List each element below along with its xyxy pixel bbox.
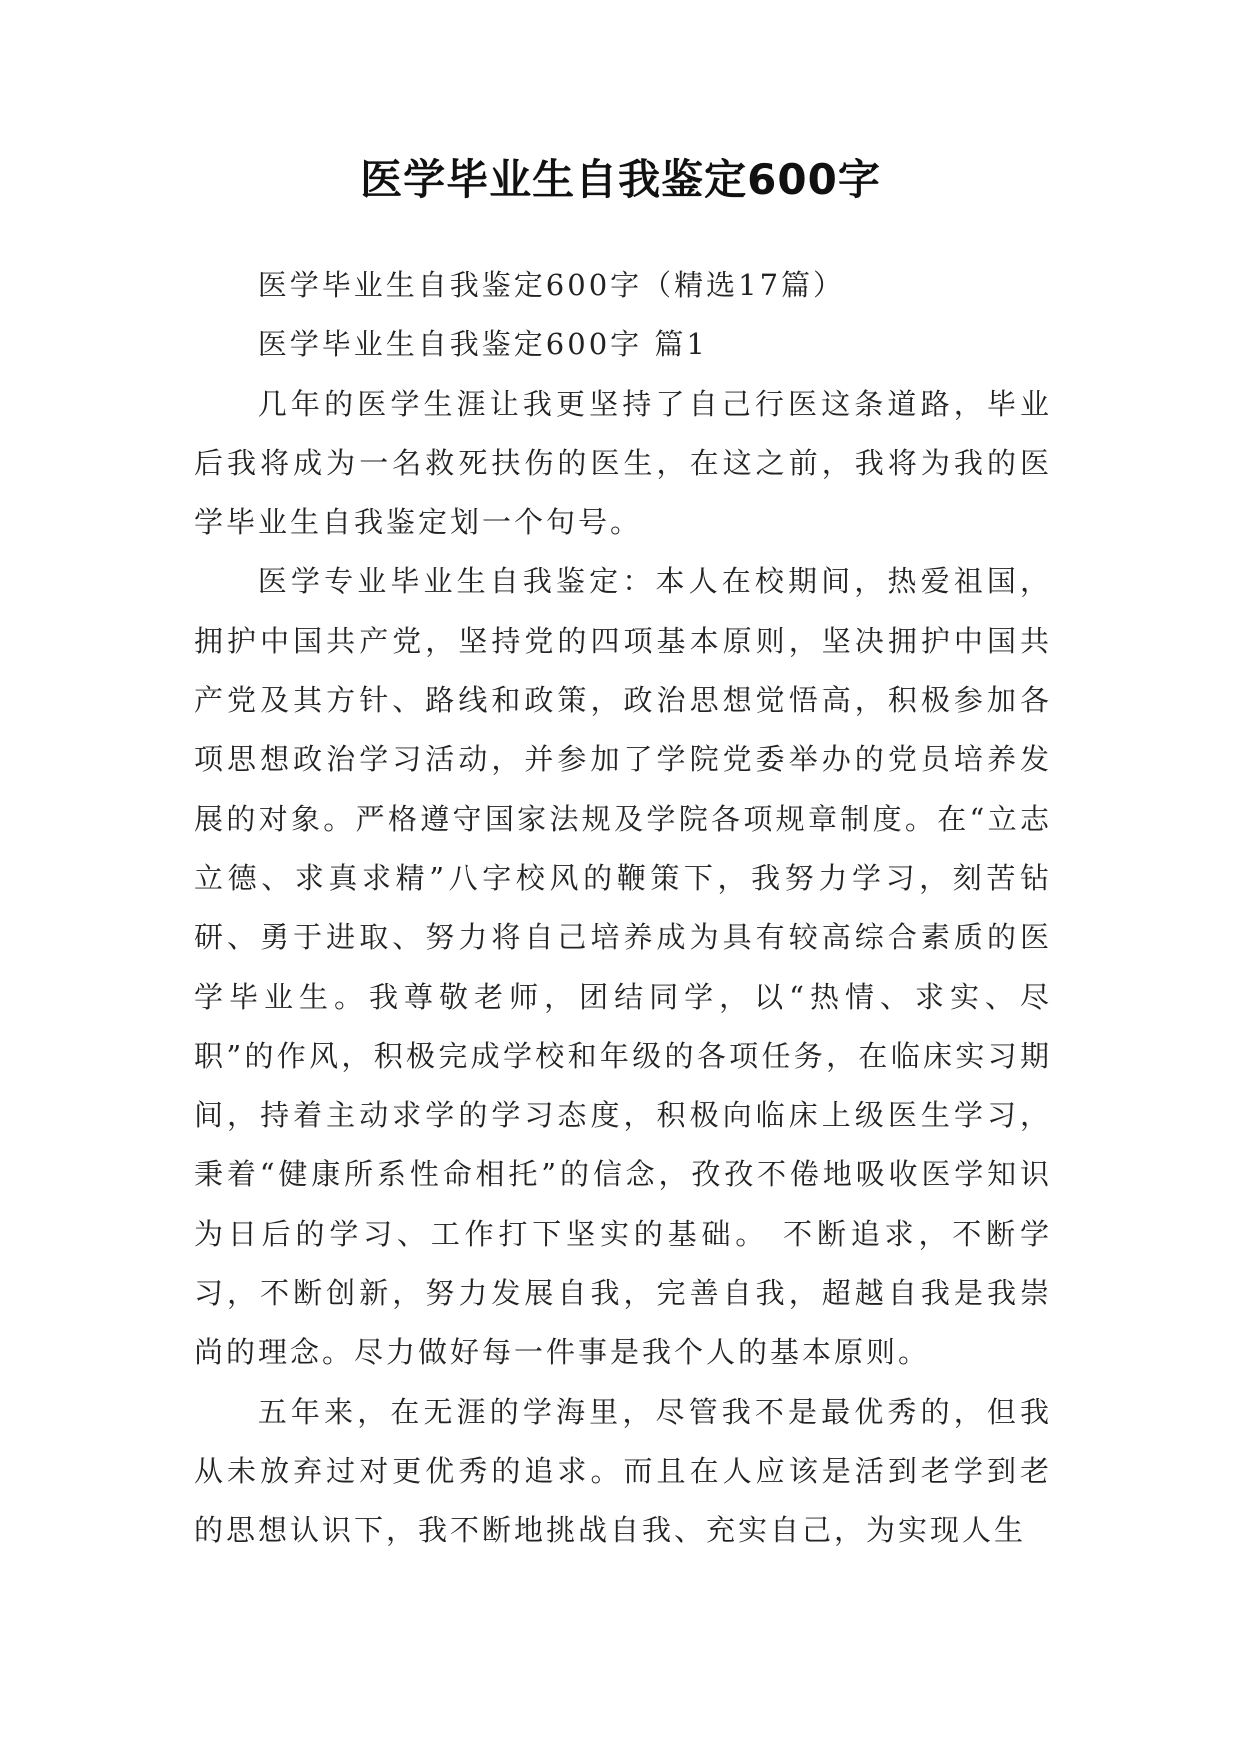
- document-title: 医学毕业生自我鉴定600字: [360, 155, 881, 204]
- document-body: [194, 256, 1052, 1561]
- paragraph-1: 几年的医学生涯让我更坚持了自己行医这条道路，毕业后我将成为一名救死扶伤的医生，在这之前，我将为我的医学毕业生自我鉴定划一个句号。: [194, 386, 1052, 540]
- document-subtitle: 医学毕业生自我鉴定600字（精选17篇）: [257, 268, 846, 302]
- section-heading: 医学毕业生自我鉴定600字 篇1: [257, 327, 708, 362]
- paragraph-2: 医学专业毕业生自我鉴定：本人在校期间，热爱祖国，拥护中国共产党，坚持党的四项基本原则，坚决拥护中国共产党及其方针、路线和政策，政治思想觉悟高，积极参加各项思想政治学习活动，并参加了学院党委举办的党员培养发展的对象。严格遵守国家法规及学院各项规章制度。在“立志立德、求真求精”八字校风的鞭策下，我努力学习，刻苦钻研、勇于进取、努力将自己培养成为具有较高综合素质的医学毕业生。我尊敬老师，团结同学，以“热情、求实、尽职”的作风，积极完成学校和年级的各项任务，在临床实习期间，持着主动求学的学习态度，积极向临床上级医生学习，秉着“健康所系性命相托”的信念，孜孜不倦地吸收医学知识为日后的学习、工作打下坚实的基础。 不断追求，不断学习，不断创新，努力发展自我，完善自我，超越自我是我崇尚的理念。尽力做好每一件事是我个人的基本原则。: [194, 564, 1052, 1370]
- paragraph-3: 五年来，在无涯的学海里，尽管我不是最优秀的，但我从未放弃过对更优秀的追求。而且在人应该是活到老学到老的思想认识下，我不断地挑战自我、充实自己，为实现人生: [194, 1394, 1052, 1548]
